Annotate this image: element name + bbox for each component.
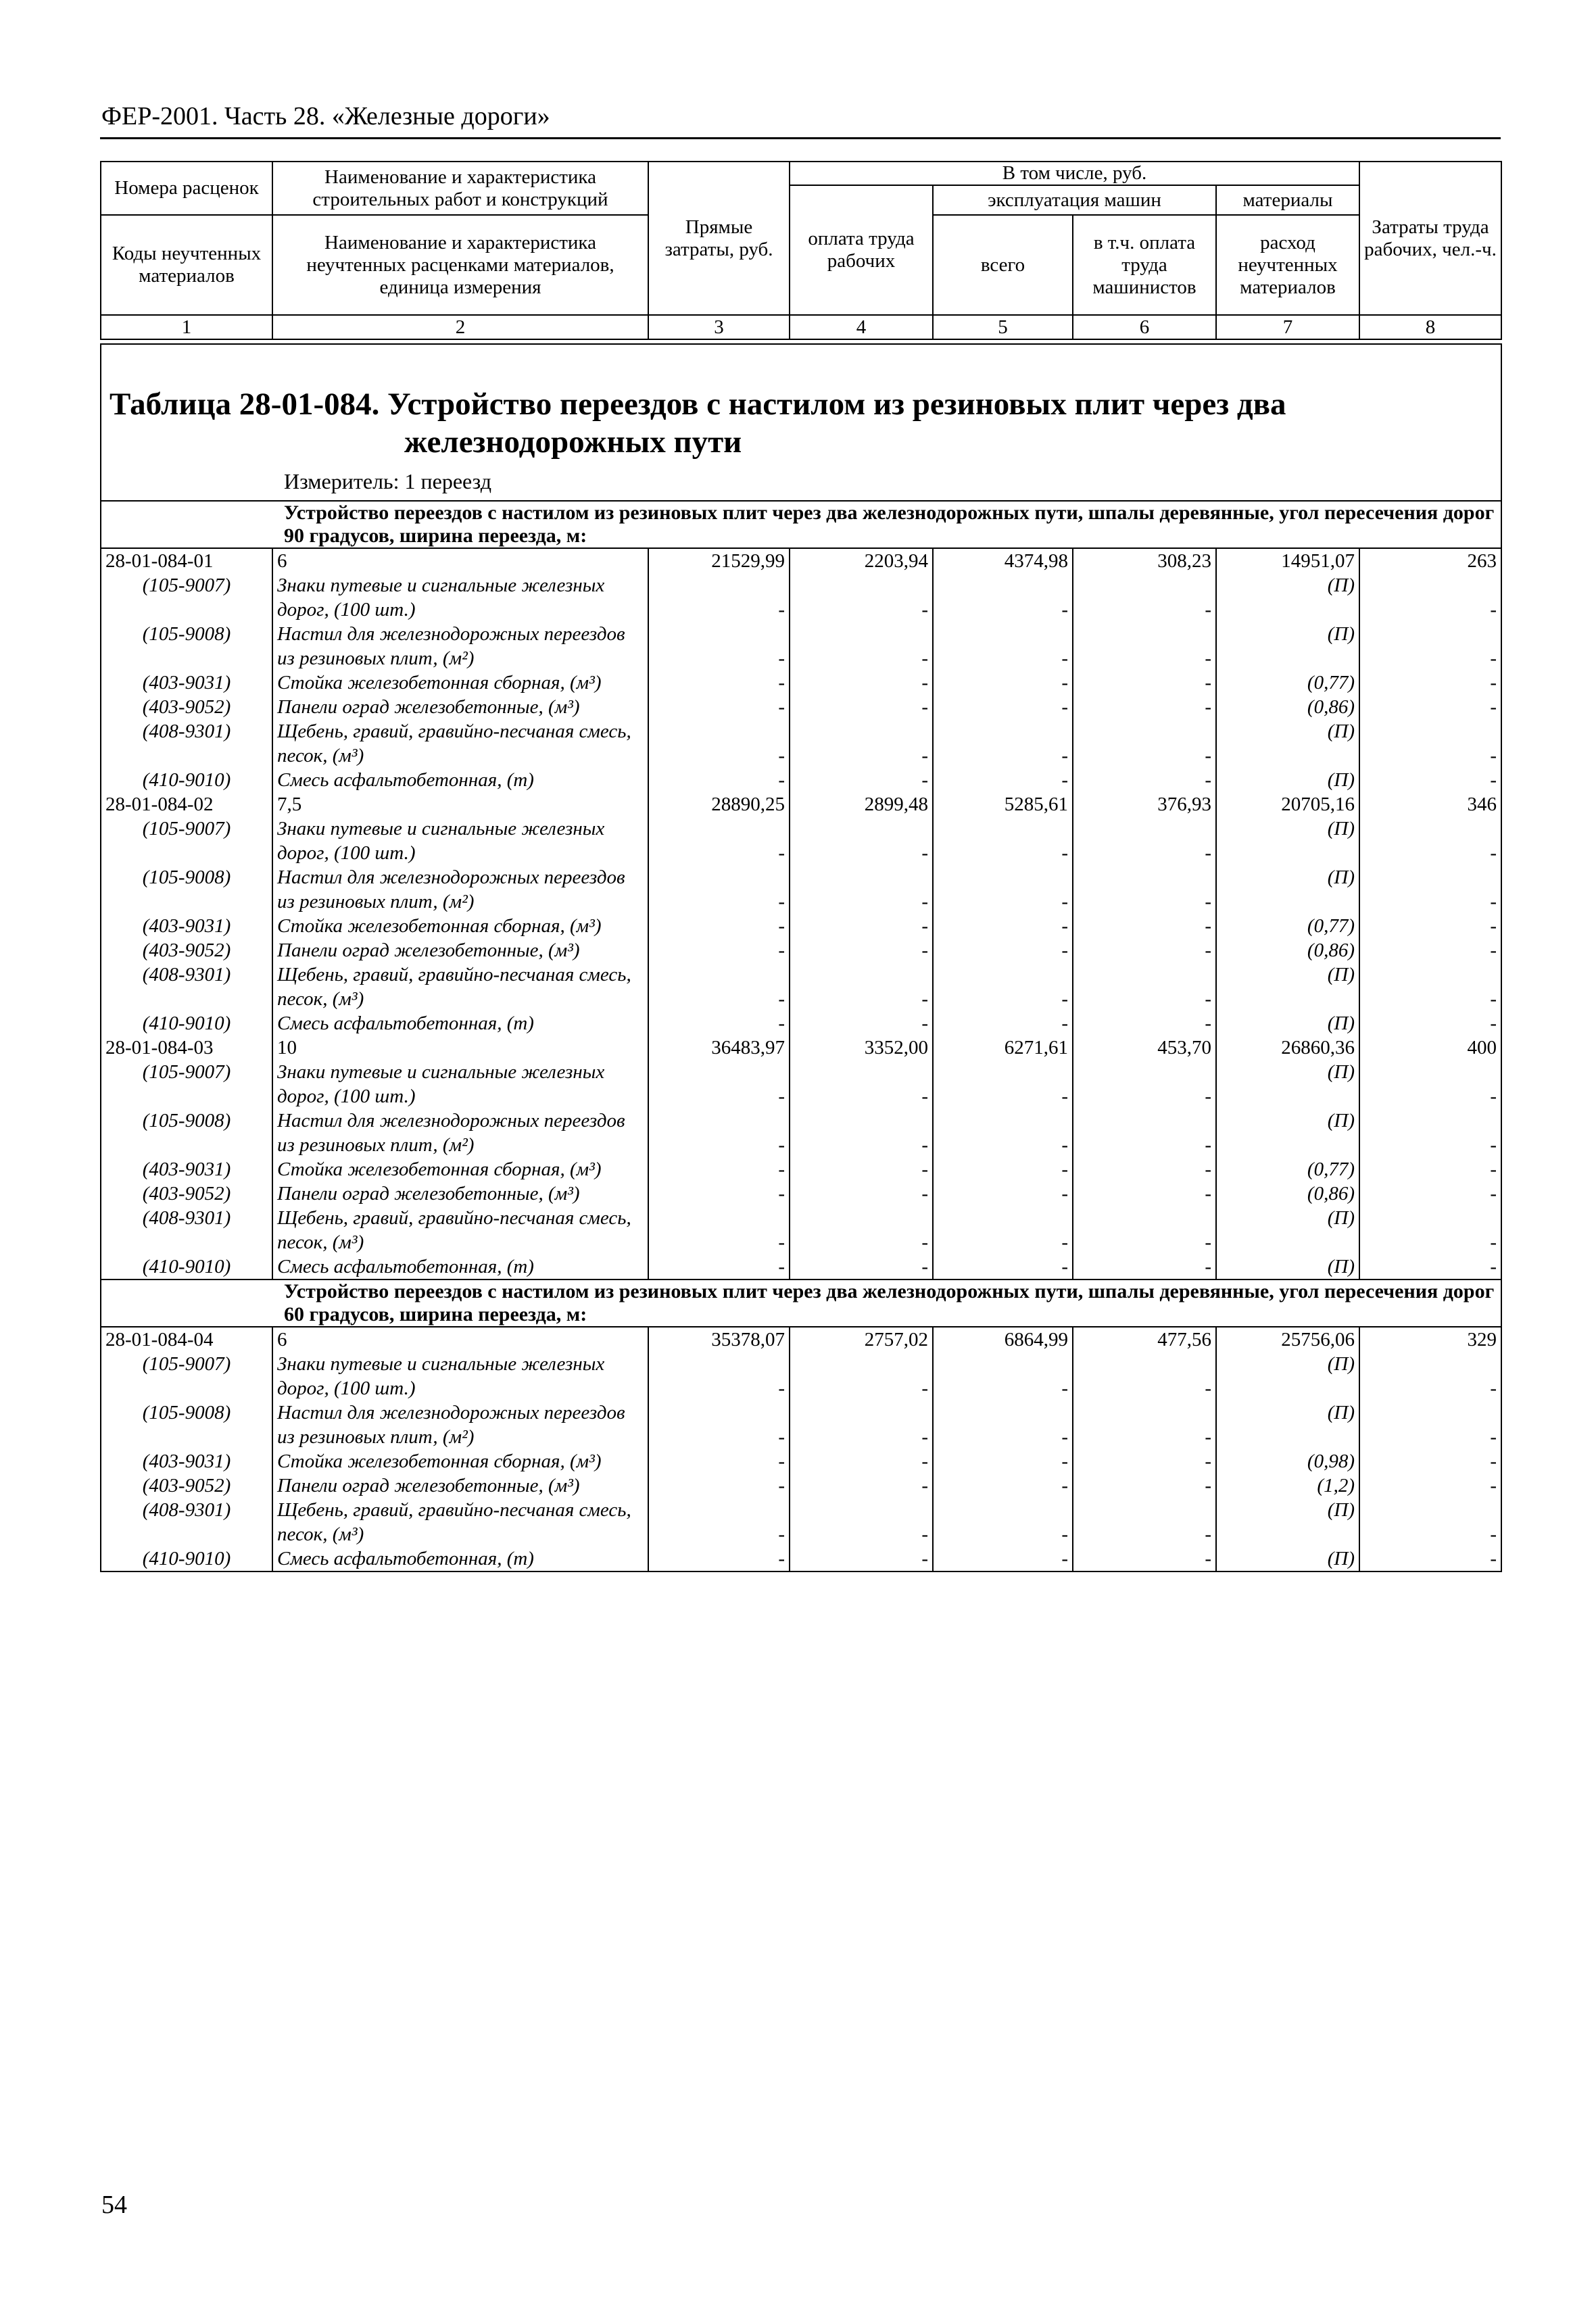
- col2-header-top: Наименование и характеристика строительных работ и конструкций: [272, 162, 648, 215]
- material-name: Настил для железнодорожных переездов из резиновых плит, (м²): [272, 865, 648, 914]
- dash-cell: -: [648, 1400, 790, 1449]
- labor-hours: 329: [1359, 1327, 1501, 1352]
- material-name: Стойка железобетонная сборная, (м³): [272, 914, 648, 938]
- labor-cost: 2899,48: [790, 792, 933, 817]
- dash-cell: -: [1073, 695, 1216, 719]
- header-rule: [100, 137, 1501, 139]
- dash-cell: -: [648, 1060, 790, 1108]
- material-code: (105-9007): [101, 573, 272, 622]
- material-row: [101, 1181, 1501, 1206]
- dash-cell: -: [1359, 962, 1501, 1011]
- dash-cell: -: [648, 1254, 790, 1280]
- dash-cell: -: [1073, 1473, 1216, 1498]
- material-name: Стойка железобетонная сборная, (м³): [272, 1449, 648, 1473]
- dash-cell: -: [648, 1108, 790, 1157]
- dash-cell: -: [790, 914, 933, 938]
- page-header: ФЕР-2001. Часть 28. «Железные дороги»: [101, 102, 550, 130]
- material-code: (105-9008): [101, 865, 272, 914]
- dash-cell: -: [648, 1546, 790, 1571]
- material-qty: (0,77): [1216, 671, 1359, 695]
- page-number: 54: [101, 2191, 127, 2219]
- dash-cell: -: [648, 914, 790, 938]
- material-name: Знаки путевые и сигнальные железных дорог, (100 шт.): [272, 817, 648, 865]
- col3-header: Прямые затраты, руб.: [648, 162, 790, 315]
- dash-cell: -: [1073, 865, 1216, 914]
- material-name: Смесь асфальтобетонная, (т): [272, 1011, 648, 1035]
- drivers-cost: 453,70: [1073, 1035, 1216, 1060]
- table-title-block: [101, 344, 1501, 501]
- dash-cell: -: [1359, 1400, 1501, 1449]
- dash-cell: -: [1359, 1011, 1501, 1035]
- col-num-2: 2: [272, 315, 648, 339]
- group-heading-row: [101, 501, 1501, 548]
- col-num-8: 8: [1359, 315, 1501, 339]
- material-code: (403-9052): [101, 938, 272, 962]
- material-qty: (П): [1216, 1011, 1359, 1035]
- material-name: Щебень, гравий, гравийно-песчаная смесь, песок, (м³): [272, 719, 648, 768]
- dash-cell: -: [648, 768, 790, 792]
- material-code: (403-9052): [101, 695, 272, 719]
- material-row: [101, 1206, 1501, 1254]
- dash-cell: -: [1359, 768, 1501, 792]
- col6-header: в т.ч. оплата труда машинистов: [1073, 215, 1216, 315]
- dash-cell: -: [790, 865, 933, 914]
- dash-cell: -: [1073, 1157, 1216, 1181]
- group-heading: Устройство переездов с настилом из резиновых плит через два железнодорожных пути, шпалы деревянные, угол пересечения дорог 60 градусов, ширина переезда, м:: [101, 1280, 1501, 1327]
- material-row: [101, 1473, 1501, 1498]
- dash-cell: -: [790, 1546, 933, 1571]
- dash-cell: -: [1359, 1473, 1501, 1498]
- dash-cell: -: [648, 573, 790, 622]
- dash-cell: -: [1073, 1546, 1216, 1571]
- material-name: Панели оград железобетонные, (м³): [272, 695, 648, 719]
- dash-cell: -: [1073, 962, 1216, 1011]
- material-qty: (0,77): [1216, 914, 1359, 938]
- rate-code: 28-01-084-01: [101, 548, 272, 573]
- dash-cell: -: [1073, 1400, 1216, 1449]
- material-name: Настил для железнодорожных переездов из резиновых плит, (м²): [272, 622, 648, 671]
- dash-cell: -: [933, 865, 1073, 914]
- materials-cost: 14951,07: [1216, 548, 1359, 573]
- dash-cell: -: [933, 719, 1073, 768]
- material-qty: (1,2): [1216, 1473, 1359, 1498]
- dash-cell: -: [648, 1473, 790, 1498]
- material-row: [101, 1157, 1501, 1181]
- material-qty: (П): [1216, 1108, 1359, 1157]
- dash-cell: -: [1359, 1498, 1501, 1546]
- direct-cost: 35378,07: [648, 1327, 790, 1352]
- dash-cell: -: [933, 768, 1073, 792]
- material-row: [101, 1498, 1501, 1546]
- material-name: Щебень, гравий, гравийно-песчаная смесь, песок, (м³): [272, 962, 648, 1011]
- labor-hours: 346: [1359, 792, 1501, 817]
- dash-cell: -: [933, 1060, 1073, 1108]
- drivers-cost: 308,23: [1073, 548, 1216, 573]
- dash-cell: -: [1359, 1449, 1501, 1473]
- material-row: [101, 768, 1501, 792]
- dash-cell: -: [790, 1254, 933, 1280]
- material-qty: (П): [1216, 1400, 1359, 1449]
- dash-cell: -: [1359, 573, 1501, 622]
- rate-code: 28-01-084-02: [101, 792, 272, 817]
- material-row: [101, 1011, 1501, 1035]
- materials-cost: 26860,36: [1216, 1035, 1359, 1060]
- table-title-line2: железнодорожных пути: [404, 424, 742, 460]
- rate-row: [101, 1035, 1501, 1060]
- dash-cell: -: [933, 1449, 1073, 1473]
- material-row: [101, 962, 1501, 1011]
- col-num-1: 1: [101, 315, 272, 339]
- dash-cell: -: [933, 622, 1073, 671]
- material-row: [101, 719, 1501, 768]
- dash-cell: -: [1359, 914, 1501, 938]
- drivers-cost: 477,56: [1073, 1327, 1216, 1352]
- material-code: (403-9031): [101, 671, 272, 695]
- material-name: Щебень, гравий, гравийно-песчаная смесь, песок, (м³): [272, 1206, 648, 1254]
- dash-cell: -: [1359, 865, 1501, 914]
- dash-cell: -: [648, 1449, 790, 1473]
- dash-cell: -: [790, 1108, 933, 1157]
- material-qty: (0,86): [1216, 1181, 1359, 1206]
- dash-cell: -: [648, 865, 790, 914]
- dash-cell: -: [1359, 1157, 1501, 1181]
- dash-cell: -: [1359, 1108, 1501, 1157]
- dash-cell: -: [1073, 768, 1216, 792]
- dash-cell: -: [648, 1498, 790, 1546]
- dash-cell: -: [933, 962, 1073, 1011]
- material-code: (408-9301): [101, 719, 272, 768]
- dash-cell: -: [1359, 938, 1501, 962]
- group-heading-row: [101, 1280, 1501, 1327]
- material-code: (410-9010): [101, 768, 272, 792]
- material-name: Настил для железнодорожных переездов из резиновых плит, (м²): [272, 1400, 648, 1449]
- material-row: [101, 622, 1501, 671]
- dash-cell: -: [790, 1473, 933, 1498]
- materials-cost: 25756,06: [1216, 1327, 1359, 1352]
- material-qty: (П): [1216, 1254, 1359, 1280]
- labor-hours: 263: [1359, 548, 1501, 573]
- materials-header: материалы: [1216, 185, 1359, 215]
- dash-cell: -: [1073, 817, 1216, 865]
- rate-row: [101, 792, 1501, 817]
- dash-cell: -: [1073, 1206, 1216, 1254]
- material-code: (403-9052): [101, 1181, 272, 1206]
- dash-cell: -: [790, 1060, 933, 1108]
- dash-cell: -: [933, 1473, 1073, 1498]
- dash-cell: -: [790, 1011, 933, 1035]
- machines-cost: 6864,99: [933, 1327, 1073, 1352]
- dash-cell: -: [1073, 1498, 1216, 1546]
- dash-cell: -: [1073, 1108, 1216, 1157]
- dash-cell: -: [933, 1546, 1073, 1571]
- material-name: Смесь асфальтобетонная, (т): [272, 1546, 648, 1571]
- dash-cell: -: [1073, 1449, 1216, 1473]
- col-num-7: 7: [1216, 315, 1359, 339]
- dash-cell: -: [1359, 1181, 1501, 1206]
- material-code: (105-9008): [101, 1400, 272, 1449]
- material-row: [101, 938, 1501, 962]
- dash-cell: -: [1073, 671, 1216, 695]
- material-row: [101, 1060, 1501, 1108]
- dash-cell: -: [1073, 914, 1216, 938]
- dash-cell: -: [790, 1449, 933, 1473]
- dash-cell: -: [790, 1400, 933, 1449]
- dash-cell: -: [933, 1181, 1073, 1206]
- material-name: Знаки путевые и сигнальные железных дорог, (100 шт.): [272, 1060, 648, 1108]
- direct-cost: 21529,99: [648, 548, 790, 573]
- col2-header-bottom: Наименование и характеристика неучтенных расценками материалов, единица измерения: [272, 215, 648, 315]
- dash-cell: -: [648, 1011, 790, 1035]
- dash-cell: -: [933, 1011, 1073, 1035]
- table-title: [110, 385, 1489, 461]
- dash-cell: -: [933, 1206, 1073, 1254]
- dash-cell: -: [933, 817, 1073, 865]
- rate-code: 28-01-084-04: [101, 1327, 272, 1352]
- machines-cost: 4374,98: [933, 548, 1073, 573]
- material-name: Щебень, гравий, гравийно-песчаная смесь, песок, (м³): [272, 1498, 648, 1546]
- material-row: [101, 914, 1501, 938]
- material-qty: (П): [1216, 817, 1359, 865]
- dash-cell: -: [1359, 671, 1501, 695]
- material-qty: (П): [1216, 1546, 1359, 1571]
- col5-header: всего: [933, 215, 1073, 315]
- labor-cost: 3352,00: [790, 1035, 933, 1060]
- in-total-header: В том числе, руб.: [790, 162, 1359, 185]
- material-code: (408-9301): [101, 962, 272, 1011]
- rates-table: [100, 343, 1502, 1572]
- material-code: (105-9007): [101, 1352, 272, 1400]
- material-qty: (П): [1216, 865, 1359, 914]
- material-code: (403-9031): [101, 1157, 272, 1181]
- material-code: (410-9010): [101, 1254, 272, 1280]
- material-qty: (П): [1216, 962, 1359, 1011]
- dash-cell: -: [648, 938, 790, 962]
- dash-cell: -: [648, 719, 790, 768]
- material-qty: (0,77): [1216, 1157, 1359, 1181]
- dash-cell: -: [1359, 1352, 1501, 1400]
- dash-cell: -: [648, 817, 790, 865]
- material-code: (403-9031): [101, 914, 272, 938]
- dash-cell: -: [933, 573, 1073, 622]
- material-code: (408-9301): [101, 1206, 272, 1254]
- material-qty: (П): [1216, 1352, 1359, 1400]
- material-qty: (0,98): [1216, 1449, 1359, 1473]
- dash-cell: -: [1359, 817, 1501, 865]
- material-row: [101, 573, 1501, 622]
- rate-width: 6: [272, 1327, 648, 1352]
- dash-cell: -: [648, 671, 790, 695]
- group-heading: Устройство переездов с настилом из резиновых плит через два железнодорожных пути, шпалы деревянные, угол пересечения дорог 90 градусов, ширина переезда, м:: [101, 501, 1501, 548]
- dash-cell: -: [1073, 573, 1216, 622]
- direct-cost: 28890,25: [648, 792, 790, 817]
- dash-cell: -: [648, 1181, 790, 1206]
- dash-cell: -: [648, 695, 790, 719]
- dash-cell: -: [648, 1352, 790, 1400]
- material-code: (105-9007): [101, 1060, 272, 1108]
- dash-cell: -: [1359, 622, 1501, 671]
- material-row: [101, 1108, 1501, 1157]
- col1-header-top: Номера расценок: [101, 162, 272, 215]
- dash-cell: -: [790, 962, 933, 1011]
- rate-code: 28-01-084-03: [101, 1035, 272, 1060]
- dash-cell: -: [1073, 1060, 1216, 1108]
- dash-cell: -: [790, 573, 933, 622]
- direct-cost: 36483,97: [648, 1035, 790, 1060]
- material-row: [101, 1254, 1501, 1280]
- material-qty: (П): [1216, 622, 1359, 671]
- dash-cell: -: [790, 695, 933, 719]
- material-code: (403-9031): [101, 1449, 272, 1473]
- material-row: [101, 1546, 1501, 1571]
- material-name: Знаки путевые и сигнальные железных дорог, (100 шт.): [272, 1352, 648, 1400]
- dash-cell: -: [790, 1206, 933, 1254]
- dash-cell: -: [1359, 1254, 1501, 1280]
- dash-cell: -: [648, 1157, 790, 1181]
- machines-header: эксплуатация машин: [933, 185, 1216, 215]
- dash-cell: -: [790, 938, 933, 962]
- dash-cell: -: [933, 1498, 1073, 1546]
- rate-width: 10: [272, 1035, 648, 1060]
- dash-cell: -: [790, 1157, 933, 1181]
- material-qty: (П): [1216, 1060, 1359, 1108]
- dash-cell: -: [933, 1352, 1073, 1400]
- dash-cell: -: [1073, 1011, 1216, 1035]
- dash-cell: -: [790, 1352, 933, 1400]
- material-qty: (П): [1216, 768, 1359, 792]
- dash-cell: -: [648, 622, 790, 671]
- dash-cell: -: [1359, 1546, 1501, 1571]
- dash-cell: -: [933, 1157, 1073, 1181]
- col1-header-bottom: Коды неучтенных материалов: [101, 215, 272, 315]
- material-name: Панели оград железобетонные, (м³): [272, 1181, 648, 1206]
- dash-cell: -: [790, 719, 933, 768]
- dash-cell: -: [648, 1206, 790, 1254]
- dash-cell: -: [1359, 1060, 1501, 1108]
- material-row: [101, 817, 1501, 865]
- dash-cell: -: [1359, 719, 1501, 768]
- material-code: (408-9301): [101, 1498, 272, 1546]
- labor-hours: 400: [1359, 1035, 1501, 1060]
- dash-cell: -: [1073, 938, 1216, 962]
- dash-cell: -: [933, 1254, 1073, 1280]
- material-code: (105-9008): [101, 1108, 272, 1157]
- col-num-5: 5: [933, 315, 1073, 339]
- machines-cost: 5285,61: [933, 792, 1073, 817]
- dash-cell: -: [1073, 1352, 1216, 1400]
- dash-cell: -: [790, 622, 933, 671]
- dash-cell: -: [790, 768, 933, 792]
- dash-cell: -: [933, 1400, 1073, 1449]
- dash-cell: -: [933, 938, 1073, 962]
- material-row: [101, 1400, 1501, 1449]
- material-row: [101, 865, 1501, 914]
- rate-width: 7,5: [272, 792, 648, 817]
- material-name: Стойка железобетонная сборная, (м³): [272, 671, 648, 695]
- labor-cost: 2757,02: [790, 1327, 933, 1352]
- dash-cell: -: [1359, 695, 1501, 719]
- col-num-4: 4: [790, 315, 933, 339]
- dash-cell: -: [933, 695, 1073, 719]
- col7-header: расход неучтенных материалов: [1216, 215, 1359, 315]
- material-name: Панели оград железобетонные, (м³): [272, 1473, 648, 1498]
- dash-cell: -: [1073, 719, 1216, 768]
- col8-header: Затраты труда рабочих, чел.-ч.: [1359, 162, 1501, 315]
- rate-width: 6: [272, 548, 648, 573]
- rate-row: [101, 1327, 1501, 1352]
- materials-cost: 20705,16: [1216, 792, 1359, 817]
- dash-cell: -: [648, 962, 790, 1011]
- dash-cell: -: [790, 1498, 933, 1546]
- dash-cell: -: [1073, 1181, 1216, 1206]
- dash-cell: -: [933, 914, 1073, 938]
- dash-cell: -: [933, 671, 1073, 695]
- dash-cell: -: [790, 1181, 933, 1206]
- material-row: [101, 1352, 1501, 1400]
- material-qty: (0,86): [1216, 938, 1359, 962]
- material-qty: (П): [1216, 1498, 1359, 1546]
- material-name: Смесь асфальтобетонная, (т): [272, 1254, 648, 1280]
- column-header-table: [100, 161, 1502, 340]
- material-code: (403-9052): [101, 1473, 272, 1498]
- col-num-3: 3: [648, 315, 790, 339]
- material-row: [101, 671, 1501, 695]
- machines-cost: 6271,61: [933, 1035, 1073, 1060]
- material-name: Стойка железобетонная сборная, (м³): [272, 1157, 648, 1181]
- material-row: [101, 1449, 1501, 1473]
- material-name: Знаки путевые и сигнальные железных дорог, (100 шт.): [272, 573, 648, 622]
- material-code: (105-9008): [101, 622, 272, 671]
- material-code: (410-9010): [101, 1546, 272, 1571]
- material-code: (410-9010): [101, 1011, 272, 1035]
- material-qty: (П): [1216, 719, 1359, 768]
- material-name: Настил для железнодорожных переездов из резиновых плит, (м²): [272, 1108, 648, 1157]
- material-qty: (П): [1216, 1206, 1359, 1254]
- dash-cell: -: [1359, 1206, 1501, 1254]
- rate-row: [101, 548, 1501, 573]
- dash-cell: -: [933, 1108, 1073, 1157]
- material-name: Смесь асфальтобетонная, (т): [272, 768, 648, 792]
- material-qty: (П): [1216, 573, 1359, 622]
- table-title-line1: Таблица 28-01-084. Устройство переездов с настилом из резиновых плит через два: [110, 387, 1286, 422]
- drivers-cost: 376,93: [1073, 792, 1216, 817]
- col4-header: оплата труда рабочих: [790, 185, 933, 315]
- col-num-6: 6: [1073, 315, 1216, 339]
- table-meter: Измеритель: 1 переезд: [284, 469, 491, 493]
- material-qty: (0,86): [1216, 695, 1359, 719]
- labor-cost: 2203,94: [790, 548, 933, 573]
- material-name: Панели оград железобетонные, (м³): [272, 938, 648, 962]
- material-code: (105-9007): [101, 817, 272, 865]
- dash-cell: -: [790, 671, 933, 695]
- material-row: [101, 695, 1501, 719]
- dash-cell: -: [1073, 622, 1216, 671]
- dash-cell: -: [790, 817, 933, 865]
- dash-cell: -: [1073, 1254, 1216, 1280]
